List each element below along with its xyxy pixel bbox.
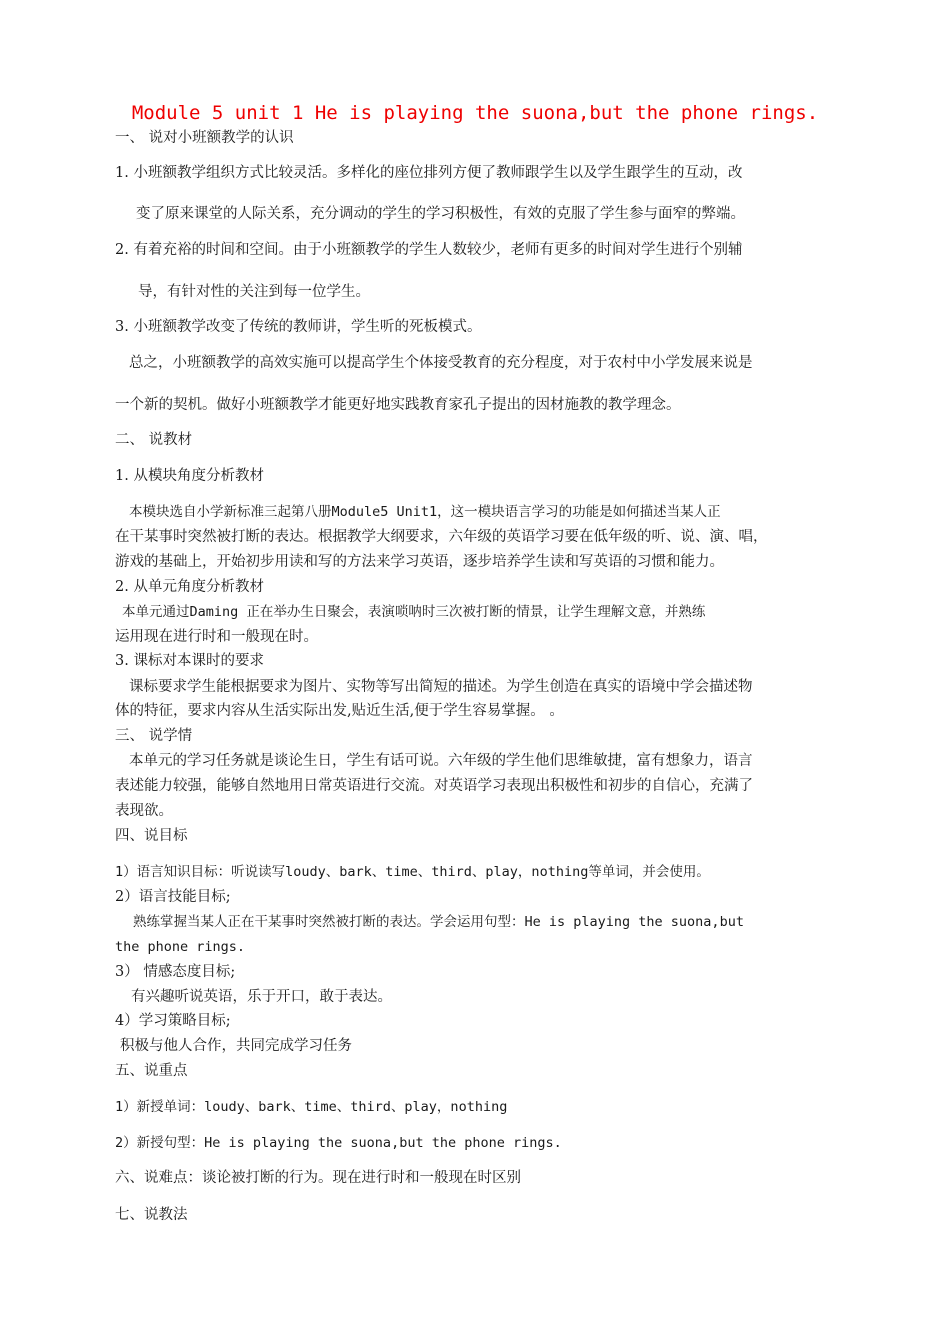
section-heading-1: 一、 说对小班额教学的认识 bbox=[115, 130, 294, 146]
paragraph-line: 游戏的基础上，开始初步用读和写的方法来学习英语，逐步培养学生读和写英语的习惯和能力。 bbox=[115, 554, 724, 570]
paragraph-line: 本模块选自小学新标准三起第八册Module5 Unit1，这一模块语言学习的功能是如何描述当某人正 bbox=[129, 504, 721, 520]
paragraph-line: 课标要求学生能根据要求为图片、实物等写出简短的描述。为学生创造在真实的语境中学会描述物 bbox=[129, 679, 753, 695]
paragraph-line: 1. 小班额教学组织方式比较灵活。多样化的座位排列方便了教师跟学生以及学生跟学生的互动，改 bbox=[115, 165, 743, 181]
paragraph-line: 有兴趣听说英语，乐于开口，敢于表达。 bbox=[131, 989, 392, 1005]
paragraph-line: 在干某事时突然被打断的表达。根据教学大纲要求，六年级的英语学习要在低年级的听、说、演、唱， bbox=[115, 529, 768, 545]
list-item: 2）新授句型：He is playing the suona,but the phone rings. bbox=[115, 1135, 562, 1151]
paragraph-line: 运用现在进行时和一般现在时。 bbox=[115, 629, 318, 645]
paragraph-line: 本单元的学习任务就是谈论生日，学生有话可说。六年级的学生他们思维敏捷，富有想象力，语言 bbox=[129, 753, 753, 769]
list-item: 1）新授单词：loudy、bark、time、third、play，nothing bbox=[115, 1099, 508, 1115]
section-heading-3: 三、 说学情 bbox=[115, 728, 193, 744]
paragraph-line: the phone rings. bbox=[115, 939, 246, 955]
paragraph-line: 导，有针对性的关注到每一位学生。 bbox=[138, 284, 370, 300]
paragraph-line: 变了原来课堂的人际关系，充分调动的学生的学习积极性，有效的克服了学生参与面窄的弊端。 bbox=[136, 206, 745, 222]
section-heading-7: 七、说教法 bbox=[115, 1207, 188, 1223]
document-title: Module 5 unit 1 He is playing the suona,but the phone rings. bbox=[131, 102, 819, 124]
paragraph-line: 表述能力较强，能够自然地用日常英语进行交流。对英语学习表现出积极性和初步的自信心，充满了 bbox=[115, 778, 753, 794]
paragraph-line: 体的特征，要求内容从生活实际出发,贴近生活,便于学生容易掌握。 。 bbox=[115, 703, 564, 719]
section-heading-6: 六、说难点：谈论被打断的行为。现在进行时和一般现在时区别 bbox=[115, 1170, 521, 1186]
paragraph-line: 2. 有着充裕的时间和空间。由于小班额教学的学生人数较少，老师有更多的时间对学生进行个别辅 bbox=[115, 242, 743, 258]
subheading: 1. 从模块角度分析教材 bbox=[115, 468, 264, 484]
paragraph-line: 积极与他人合作，共同完成学习任务 bbox=[120, 1038, 352, 1054]
list-item: 2）语言技能目标; bbox=[115, 889, 231, 905]
section-heading-4: 四、说目标 bbox=[115, 828, 188, 844]
list-item: 3） 情感态度目标; bbox=[115, 964, 236, 980]
paragraph-line: 3. 小班额教学改变了传统的教师讲，学生听的死板模式。 bbox=[115, 319, 482, 335]
paragraph-line: 熟练掌握当某人正在干某事时突然被打断的表达。学会运用句型：He is playing the suona,but bbox=[133, 914, 744, 930]
subheading: 2. 从单元角度分析教材 bbox=[115, 579, 264, 595]
list-item: 1）语言知识目标：听说读写loudy、bark、time、third、play，nothing等单词，并会使用。 bbox=[115, 864, 710, 880]
list-item: 4）学习策略目标; bbox=[115, 1013, 231, 1029]
paragraph-line: 本单元通过Daming 正在举办生日聚会，表演唢呐时三次被打断的情景，让学生理解文意，并熟练 bbox=[122, 604, 706, 620]
paragraph-line: 一个新的契机。做好小班额教学才能更好地实践教育家孔子提出的因材施教的教学理念。 bbox=[115, 397, 681, 413]
section-heading-5: 五、说重点 bbox=[115, 1063, 188, 1079]
paragraph-line: 表现欲。 bbox=[115, 803, 173, 819]
subheading: 3. 课标对本课时的要求 bbox=[115, 653, 264, 669]
section-heading-2: 二、 说教材 bbox=[115, 432, 193, 448]
paragraph-line: 总之，小班额教学的高效实施可以提高学生个体接受教育的充分程度，对于农村中小学发展来说是 bbox=[129, 355, 753, 371]
